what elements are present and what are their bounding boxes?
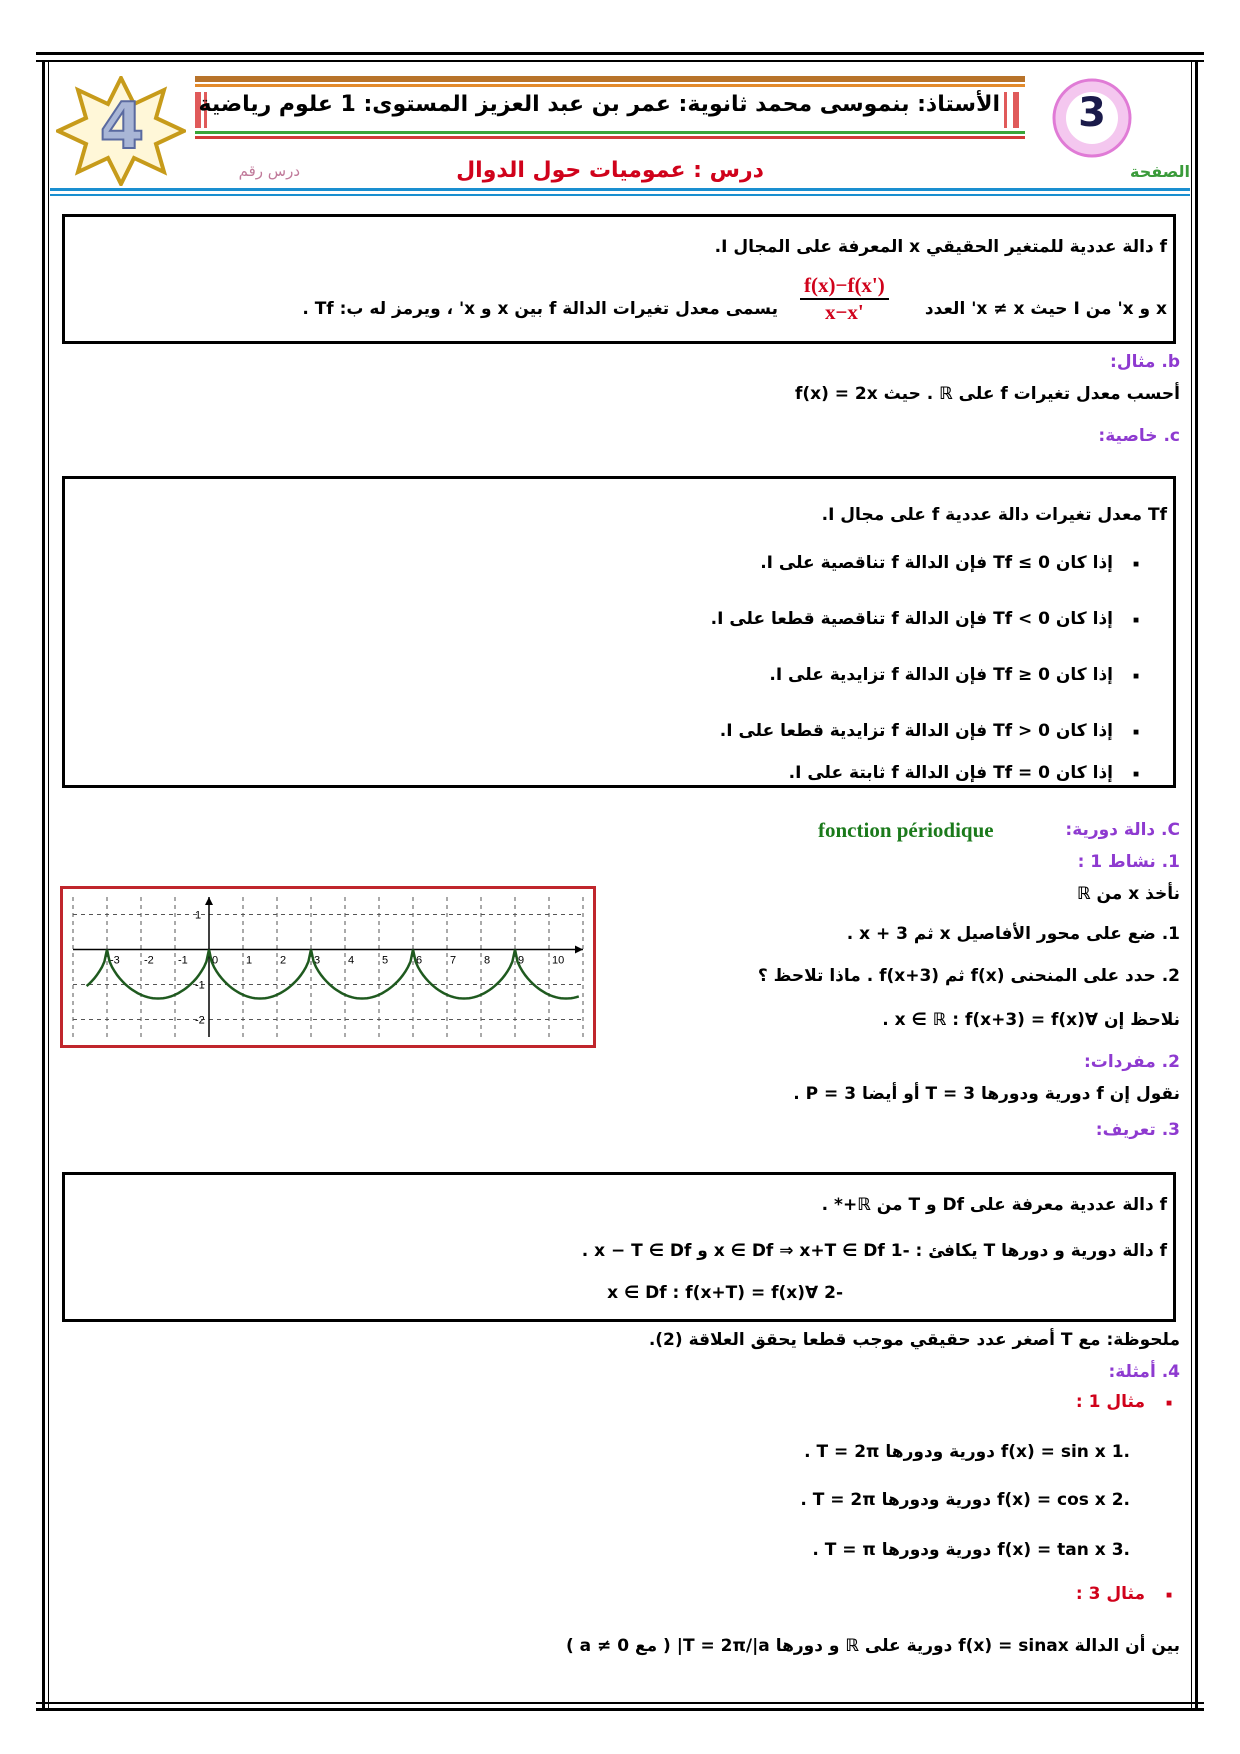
lesson-title: درس : عموميات حول الدوال bbox=[456, 158, 764, 183]
activity-observe: نلاحظ إن ∀x ∈ ℝ : f(x+3) = f(x) . bbox=[882, 1010, 1180, 1030]
example-1-item-3: .3 f(x) = tan x دورية ودورها T = π . bbox=[812, 1540, 1130, 1560]
example-1-item-2: .2 f(x) = cos x دورية ودورها T = 2π . bbox=[800, 1490, 1130, 1510]
x-tick-label: 8 bbox=[484, 954, 491, 967]
bullet-icon: ■ bbox=[1132, 615, 1139, 626]
frame-top-outer bbox=[36, 52, 1204, 55]
definition2-line-3: -2 ∀x ∈ Df : f(x+T) = f(x) bbox=[607, 1283, 843, 1303]
header-bar-red bbox=[195, 136, 1025, 139]
vocab-text: نقول إن f دورية ودورها T = 3 أو أيضا P = 3 . bbox=[793, 1084, 1180, 1104]
property-box bbox=[62, 476, 1176, 788]
x-tick-label: 9 bbox=[518, 954, 525, 967]
property-c-heading: c. خاصية: bbox=[1098, 426, 1180, 446]
frame-bottom-inner bbox=[36, 1702, 1204, 1704]
x-tick-label: 1 bbox=[246, 954, 253, 967]
definition-line-2b: يسمى معدل تغيرات الدالة f بين x و x' ، ويرمز له ب: Tf . bbox=[302, 299, 778, 319]
frame-right bbox=[1195, 62, 1198, 1710]
definition-heading: 3. تعريف: bbox=[1095, 1120, 1180, 1140]
periodic-graph-frame bbox=[60, 886, 596, 1048]
definition2-line-1: f دالة عددية معرفة على Df و T من ℝ+* . bbox=[821, 1195, 1167, 1215]
definition-line-2a: x و x' من I حيث x ≠ x' العدد bbox=[924, 299, 1167, 319]
x-tick-label: 5 bbox=[382, 954, 389, 967]
example-3-text: بين أن الدالة f(x) = sinax دورية على ℝ و دورها T = 2π/|a| ( مع a ≠ 0 ) bbox=[565, 1636, 1180, 1656]
examples-heading: 4. أمثلة: bbox=[1108, 1362, 1180, 1382]
lesson-number: 4 bbox=[99, 90, 145, 164]
x-tick-label: 4 bbox=[348, 954, 355, 967]
note: ملحوظة: مع T أصغر عدد حقيقي موجب قطعا يحقق العلاقة (2). bbox=[648, 1330, 1180, 1350]
bullet-icon: ■ bbox=[1132, 671, 1139, 682]
x-tick-label: -1 bbox=[178, 954, 188, 967]
x-tick-label: -3 bbox=[110, 954, 120, 967]
periodic-graph bbox=[63, 889, 593, 1045]
activity-heading: 1. نشاط 1 : bbox=[1077, 852, 1180, 872]
y-tick-label: -2 bbox=[195, 1014, 205, 1027]
bullet-icon: ■ bbox=[1165, 1590, 1172, 1601]
page-label: الصفحة bbox=[1129, 162, 1190, 181]
bullet-icon: ■ bbox=[1132, 769, 1139, 780]
header-rule-2 bbox=[50, 194, 1190, 196]
definition2-line-2: f دالة دورية و دورها T يكافئ : -1 x ∈ Df ⇒ x+T ∈ Df و x − T ∈ Df . bbox=[581, 1241, 1167, 1261]
rate-fraction-numerator: f(x)−f(x') bbox=[800, 273, 889, 300]
activity-step-2: 2. حدد على المنحنى f(x) ثم f(x+3) . ماذا تلاحظ ؟ bbox=[757, 966, 1180, 986]
teacher-line: الأستاذ: بنموسى محمد ثانوية: عمر بن عبد العزيز المستوى: 1 علوم رياضية bbox=[198, 92, 1000, 117]
x-tick-label: 2 bbox=[280, 954, 287, 967]
activity-take: نأخذ x من ℝ bbox=[1076, 884, 1180, 904]
example-b-heading: b. مثال: bbox=[1110, 352, 1180, 372]
property-item-4: إذا كان Tf > 0 فإن الدالة f تزايدية قطعا على I. bbox=[719, 721, 1113, 741]
rate-fraction bbox=[800, 273, 889, 325]
definition-line-1: f دالة عددية للمتغير الحقيقي x المعرفة على المجال I. bbox=[714, 237, 1167, 257]
activity-step-1: 1. ضع على محور الأفاصيل x ثم x + 3 . bbox=[846, 924, 1180, 944]
y-tick-label: -1 bbox=[195, 979, 205, 992]
frame-right-inner bbox=[1191, 62, 1192, 1710]
x-tick-label: 10 bbox=[552, 954, 565, 967]
header bbox=[50, 62, 1190, 192]
rate-fraction-denominator: x−x' bbox=[824, 300, 864, 324]
vocab-heading: 2. مفردات: bbox=[1084, 1052, 1180, 1072]
header-pipe-right bbox=[1013, 92, 1019, 128]
definition-box-rate bbox=[62, 214, 1176, 344]
property-item-3: إذا كان Tf ≥ 0 فإن الدالة f تزايدية على I. bbox=[769, 665, 1113, 685]
property-intro: Tf معدل تغيرات دالة عددية f على مجال I. bbox=[821, 505, 1167, 525]
example-b-text: أحسب معدل تغيرات f على ℝ . حيث f(x) = 2x bbox=[794, 384, 1180, 404]
y-tick-label: 1 bbox=[195, 909, 202, 922]
bullet-icon: ■ bbox=[1132, 727, 1139, 738]
property-item-2: إذا كان Tf < 0 فإن الدالة f تناقصية قطعا على I. bbox=[710, 609, 1113, 629]
periodic-curve bbox=[87, 950, 579, 999]
bullet-icon: ■ bbox=[1132, 559, 1139, 570]
example-1-item-1: .1 f(x) = sin x دورية ودورها T = 2π . bbox=[804, 1442, 1130, 1462]
header-bar-green bbox=[195, 131, 1025, 134]
x-tick-label: 6 bbox=[416, 954, 423, 967]
x-axis-arrow-icon bbox=[575, 946, 583, 954]
y-axis-arrow-icon bbox=[205, 897, 213, 905]
x-tick-label: -2 bbox=[144, 954, 154, 967]
section-c-french: fonction périodique bbox=[818, 818, 994, 842]
example-1-heading: مثال 1 : bbox=[1075, 1392, 1145, 1412]
property-item-1: إذا كان Tf ≤ 0 فإن الدالة f تناقصية على I. bbox=[760, 553, 1113, 573]
frame-left-inner bbox=[48, 62, 49, 1710]
x-tick-label: 0 bbox=[212, 954, 219, 967]
page-number: 3 bbox=[1078, 90, 1106, 136]
header-rule-1 bbox=[50, 188, 1190, 191]
header-bar-orange bbox=[195, 84, 1025, 87]
x-tick-label: 3 bbox=[314, 954, 321, 967]
example-3-heading: مثال 3 : bbox=[1075, 1584, 1145, 1604]
lesson-number-label: درس رقم bbox=[238, 162, 300, 180]
property-item-5: إذا كان Tf = 0 فإن الدالة f ثابتة على I. bbox=[788, 763, 1113, 783]
frame-left bbox=[42, 62, 45, 1710]
frame-bottom-outer bbox=[36, 1708, 1204, 1711]
definition-box-periodic bbox=[62, 1172, 1176, 1322]
bullet-icon: ■ bbox=[1165, 1398, 1172, 1409]
header-bar-brown bbox=[195, 76, 1025, 82]
x-tick-label: 7 bbox=[450, 954, 457, 967]
section-c-heading: C. دالة دورية: bbox=[1065, 820, 1180, 840]
